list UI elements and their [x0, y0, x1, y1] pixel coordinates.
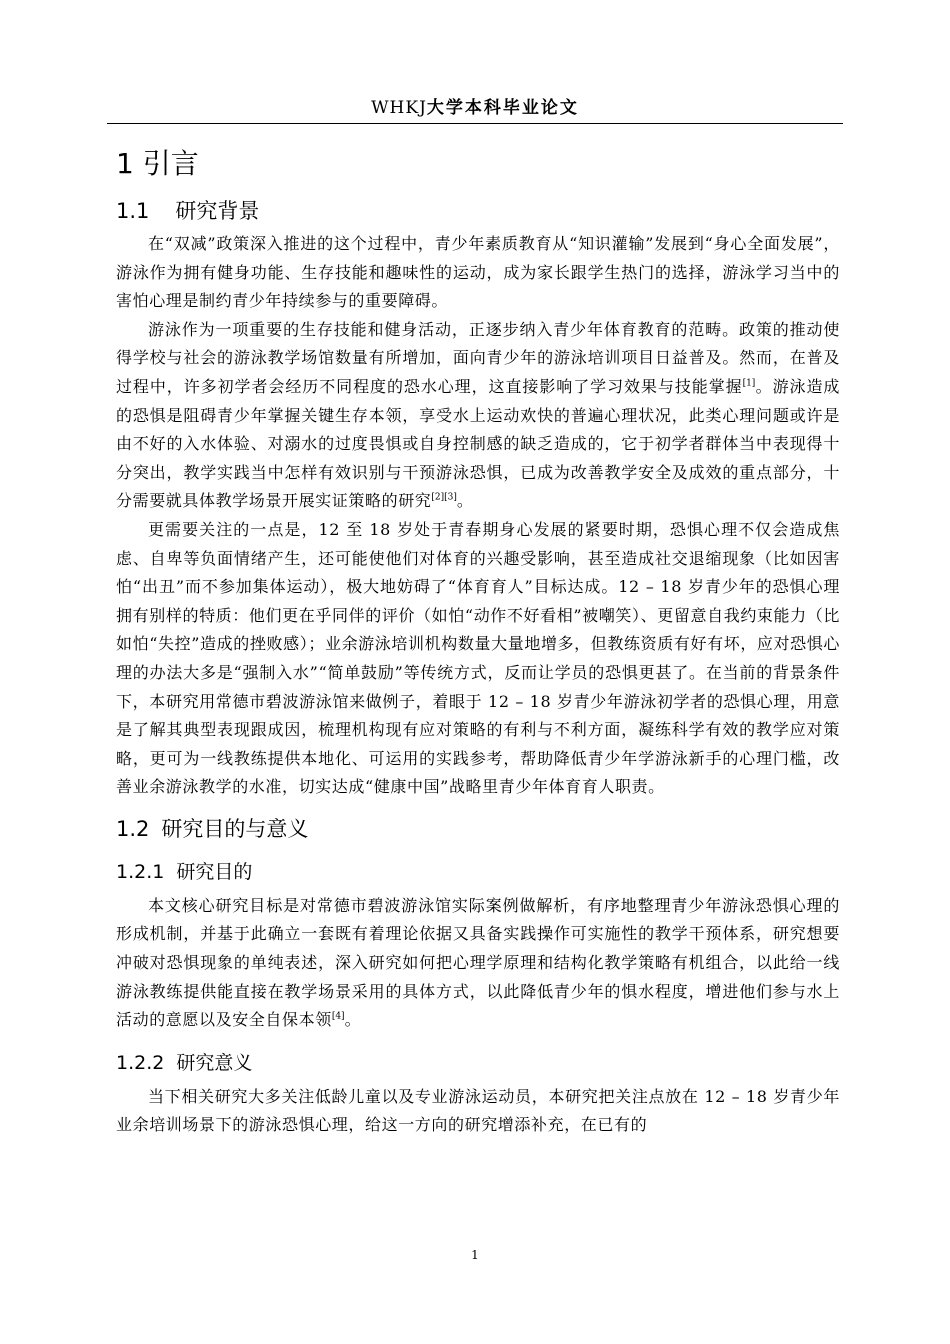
- subsection-heading-1-2-1: [116, 858, 840, 886]
- citation: [1]: [742, 378, 756, 389]
- chapter-number: 1: [116, 147, 134, 180]
- header-prefix: WHKJ: [371, 98, 427, 118]
- paragraph: 更需要关注的一点是，12 至 18 岁处于青春期身心发展的紧要时期，恐惧心理不仅会造成焦虑、自卑等负面情绪产生，还可能使他们对体育的兴趣受影响，甚至造成社交退缩现象（比如因害怕“出丑”而不参加集体运动），极大地妨碍了“体育育人”目标达成。12 – 18 岁青少年的恐惧心理拥有别样的特质：他们更在乎同伴的评价（如怕“动作不好看相”被嘲笑）、更留意自我约束能力（比如怕“失控”造成的挫败感）；业余游泳培训机构数量大量地增多，但教练资质有好有坏，应对恐惧心理的办法大多是“强制入水”“简单鼓励”等传统方式，反而让学员的恐惧更甚了。在当前的背景条件下，本研究用常德市碧波游泳馆来做例子，着眼于 12 – 18 岁青少年游泳初学者的恐惧心理，用意是了解其典型表现跟成因，梳理机构现有应对策略的有利与不利方面，凝练科学有效的教学应对策略，更可为一线教练提供本地化、可运用的实践参考，帮助降低青少年学游泳新手的心理门槛，改善业余游泳教学的水准，切实达成“健康中国”战略里青少年体育育人职责。: [116, 519, 840, 797]
- citation: [4]: [331, 1011, 345, 1022]
- paragraph: 当下相关研究大多关注低龄儿童以及专业游泳运动员，本研究把关注点放在 12 – 18 岁青少年业余培训场景下的游泳恐惧心理，给这一方向的研究增添补充，在已有的: [116, 1086, 840, 1135]
- paragraph: [116, 892, 840, 1035]
- paragraph-text: 。: [344, 1010, 362, 1030]
- paragraph-text: 游泳作为一项重要的生存技能和健身活动，正逐步纳入青少年体育教育的范畴。政策的推动使得学校与社会的游泳教学场馆数量有所增加，面向青少年的游泳培训项目日益普及。然而，在普及过程中，许多初学者会经历不同程度的恐水心理，这直接影响了学习效果与技能掌握: [116, 319, 840, 396]
- paragraph-text: 本文核心研究目标是对常德市碧波游泳馆实际案例做解析，有序地整理青少年游泳恐惧心理的形成机制，并基于此确立一套既有着理论依据又具备实践操作可实施性的教学干预体系，研究想要冲破对恐惧现象的单纯表述，深入研究如何把心理学原理和结构化教学策略有机组合，以此给一线游泳教练提供能直接在教学场景采用的具体方式，以此降低青少年的惧水程度，增进他们参与水上活动的意愿以及安全自保本领: [116, 895, 840, 1030]
- citation: [2][3]: [431, 493, 457, 504]
- subsection-heading-1-2-2: [116, 1049, 840, 1077]
- body-content: [116, 146, 840, 1140]
- section-title: 研究目的与意义: [161, 816, 309, 841]
- section-number: 1.1: [116, 199, 150, 223]
- page-number: 1: [471, 1248, 479, 1262]
- section-heading-1-2: [116, 814, 840, 844]
- paragraph-text: 。游泳造成的恐惧是阻碍青少年掌握关键生存本领，享受水上运动欢快的普遍心理状况，此类心理问题或许是由不好的入水体验、对溺水的过度畏惧或自身控制感的缺乏造成的，它于初学者群体当中表现得十分突出，教学实践当中怎样有效识别与干预游泳恐惧，已成为改善教学安全及成效的重点部分，十分需要就具体教学场景开展实证策略的研究: [116, 376, 840, 511]
- paragraph-text: 。: [456, 491, 474, 511]
- subsection-title: 研究意义: [176, 1051, 253, 1074]
- section-title: 研究背景: [175, 199, 260, 223]
- subsection-number: 1.2.1: [116, 860, 165, 883]
- chapter-title: 引言: [142, 147, 199, 180]
- section-number: 1.2: [116, 816, 150, 841]
- chapter-heading: [116, 146, 840, 190]
- subsection-number: 1.2.2: [116, 1051, 165, 1074]
- running-header: [107, 96, 843, 124]
- header-title: 大学本科毕业论文: [426, 98, 579, 118]
- section-heading-1-1: [116, 196, 840, 226]
- paragraph: [116, 316, 840, 516]
- subsection-title: 研究目的: [176, 860, 253, 883]
- paragraph: 在“双减”政策深入推进的这个过程中，青少年素质教育从“知识灌输”发展到“身心全面发展”，游泳作为拥有健身功能、生存技能和趣味性的运动，成为家长跟学生热门的选择，游泳学习当中的害怕心理是制约青少年持续参与的重要障碍。: [116, 234, 840, 311]
